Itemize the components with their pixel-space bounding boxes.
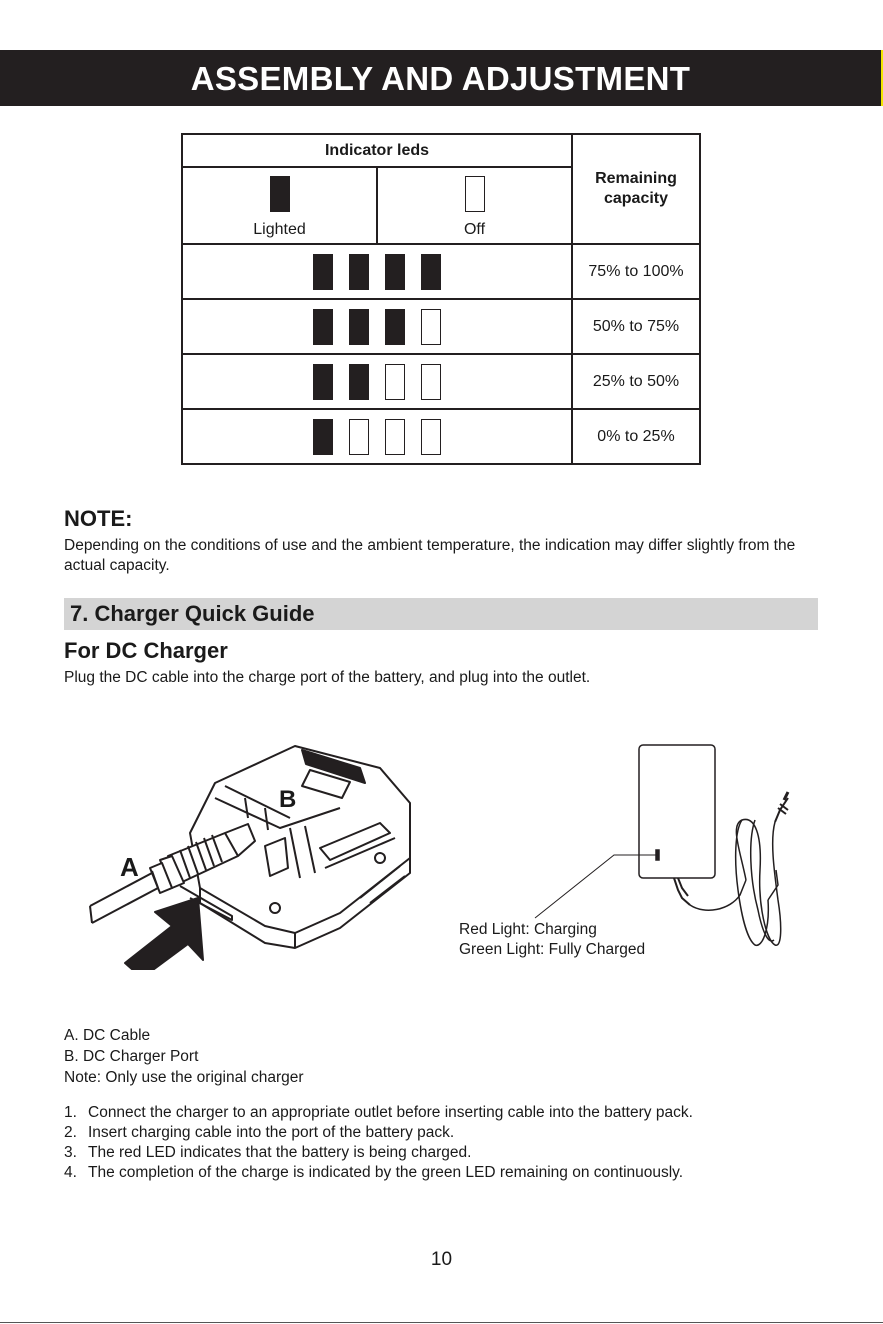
led-lit-icon: [313, 419, 333, 455]
led-lit-icon: [313, 309, 333, 345]
red-light-label: Red Light: Charging: [459, 921, 597, 938]
step-text: The red LED indicates that the battery is being charged.: [88, 1144, 472, 1161]
led-pattern: [182, 244, 572, 299]
led-off-icon: [385, 419, 405, 455]
led-lit-icon: [313, 254, 333, 290]
step-number: 4.: [64, 1164, 77, 1181]
led-lit-icon: [421, 254, 441, 290]
remaining-value: 25% to 50%: [572, 354, 700, 409]
capacity-row: [182, 244, 700, 299]
legend-off: [377, 167, 572, 244]
step-text: Connect the charger to an appropriate outlet before inserting cable into the battery pack.: [88, 1104, 693, 1121]
capacity-row: [182, 409, 700, 464]
page-header: [0, 50, 881, 106]
charging-steps: [64, 1103, 693, 1183]
step-item: [64, 1103, 693, 1123]
part-b-label: B. DC Charger Port: [64, 1048, 199, 1065]
original-charger-note: Note: Only use the original charger: [64, 1069, 304, 1086]
led-lit-icon: [349, 309, 369, 345]
step-text: Insert charging cable into the port of the battery pack.: [88, 1124, 455, 1141]
led-pattern: [182, 299, 572, 354]
remaining-capacity-label: Remaining capacity: [595, 170, 677, 207]
label-a: A: [120, 852, 139, 882]
green-light-label: Green Light: Fully Charged: [459, 941, 646, 958]
page-number: 10: [430, 1249, 453, 1270]
indicator-leds-label: Indicator leds: [324, 141, 430, 159]
legend-lighted-label: Lighted: [253, 221, 306, 238]
remaining-value: 50% to 75%: [572, 299, 700, 354]
battery-indicator-table: [181, 133, 701, 465]
led-off-icon: [421, 309, 441, 345]
led-pattern: [182, 409, 572, 464]
capacity-row: [182, 299, 700, 354]
dc-charger-instruction: Plug the DC cable into the charge port of the battery, and plug into the outlet.: [64, 669, 591, 686]
led-off-icon: [421, 364, 441, 400]
capacity-row: [182, 354, 700, 409]
led-pattern: [182, 354, 572, 409]
led-lit-icon: [270, 176, 290, 212]
led-lit-icon: [349, 254, 369, 290]
light-status-labels: [459, 920, 645, 960]
dc-charger-heading: For DC Charger: [64, 638, 228, 663]
led-lit-icon: [385, 254, 405, 290]
note-text: Depending on the conditions of use and the ambient temperature, the indication may differ slightly from the actual capacity.: [64, 537, 796, 574]
legend-lighted: [182, 167, 377, 244]
legend-off-label: Off: [463, 221, 486, 238]
step-number: 3.: [64, 1144, 77, 1161]
led-off-icon: [349, 419, 369, 455]
charger-adapter-illustration: [530, 740, 790, 950]
step-text: The completion of the charge is indicated by the green LED remaining on continuously.: [88, 1164, 684, 1181]
step-number: 2.: [64, 1124, 77, 1141]
label-b: B: [279, 786, 297, 813]
step-item: [64, 1143, 693, 1163]
page-title: ASSEMBLY AND ADJUSTMENT: [190, 60, 691, 97]
step-item: [64, 1163, 693, 1183]
section-heading: 7. Charger Quick Guide: [64, 598, 818, 630]
led-lit-icon: [313, 364, 333, 400]
led-off-icon: [465, 176, 485, 212]
remaining-capacity-header: [572, 134, 700, 244]
remaining-value: 0% to 25%: [572, 409, 700, 464]
parts-list: [64, 1025, 198, 1067]
led-lit-icon: [385, 309, 405, 345]
step-item: [64, 1123, 693, 1143]
bottom-divider: [0, 1322, 883, 1323]
note-heading: NOTE:: [64, 506, 133, 531]
indicator-leds-header: [182, 134, 572, 167]
step-number: 1.: [64, 1104, 77, 1121]
led-off-icon: [385, 364, 405, 400]
part-a-label: A. DC Cable: [64, 1027, 151, 1044]
led-lit-icon: [349, 364, 369, 400]
led-off-icon: [421, 419, 441, 455]
remaining-value: 75% to 100%: [572, 244, 700, 299]
